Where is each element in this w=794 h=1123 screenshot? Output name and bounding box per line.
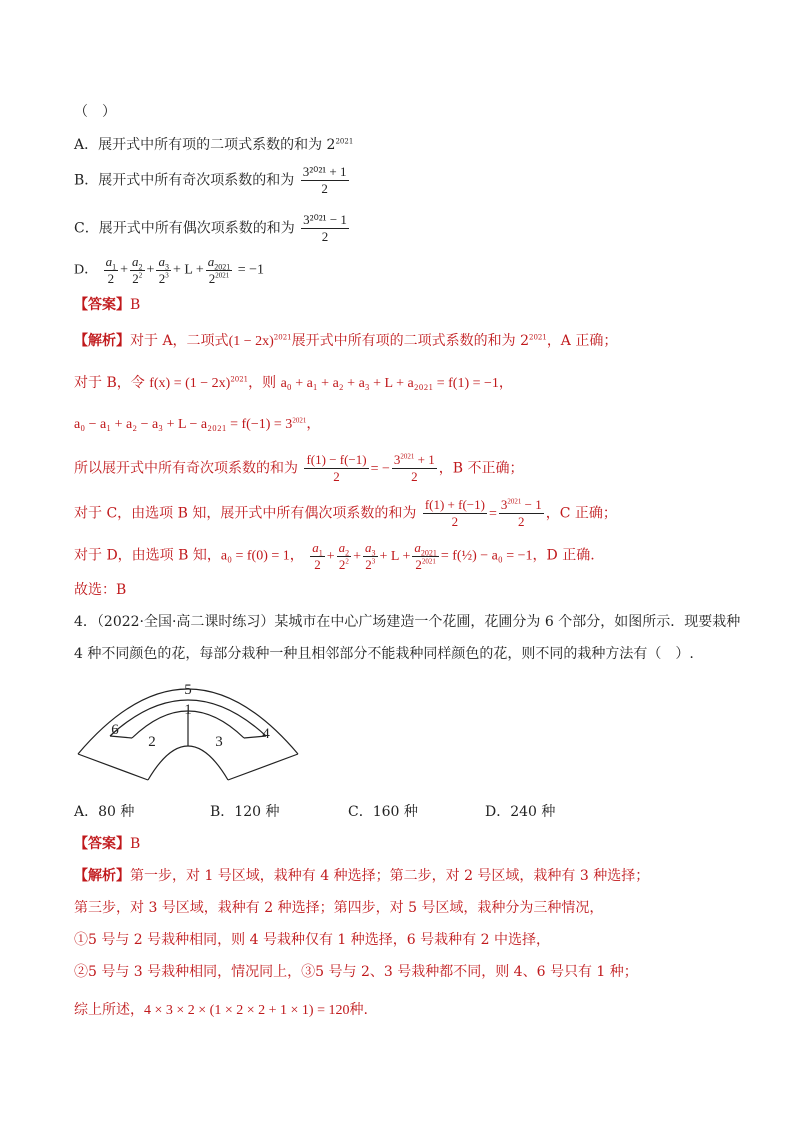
right-base [228, 754, 298, 780]
option-b: B．展开式中所有奇次项系数的和为 $\frac{\text{3²⁰²¹ + 1}}{2}$ [74, 164, 347, 196]
q3-analysis-c: 对于 C，由选项 B 知，展开式中所有偶次项系数的和为 $\frac{f(1) + f(-1)}{2}$ = $\frac{3^{2021} - 1}{2}$ ，C 正确； [74, 497, 617, 529]
q3-answer: 【答案】B [74, 297, 141, 313]
q4-analysis-2: 第三步，对 3 号区域，栽种有 2 种选择；第四步，对 5 号区域，栽种分为三种情况， [74, 900, 604, 916]
region-label-3: 3 [215, 734, 223, 750]
option-c: C．展开式中所有偶次项系数的和为 $\frac{\text{3²⁰²¹ − 1}}{2}$ [74, 212, 347, 244]
option-a: A．展开式中所有项的二项式系数的和为 $2^{2021}$ [74, 137, 354, 153]
q4-option-a: A．80 种 [74, 804, 135, 820]
q3-analysis-b1: 对于 B，令 $f(x) = (1 - 2x)^{2021}$，则 a₀ + a₁ + a₂ + a₃ + L + a₂₀₂₁ = f(1) = −1， [74, 375, 513, 391]
q4-analysis-4: ②5 号与 3 号栽种相同，情况同上，③5 号与 2、3 号栽种都不同，则 4、6 号只有 1 种； [74, 964, 638, 980]
q3-analysis-b3: 所以展开式中所有奇次项系数的和为 $\frac{f(1) - f(-1)}{2}$ = − $\frac{3^{2021} + 1}{2}$ ，B 不正确； [74, 452, 524, 484]
q3-analysis-a: 【解析】对于 A，二项式$(1 - 2x)^{2021}$展开式中所有项的二项式系数的和为 $2^{2021}$，A 正确； [74, 333, 618, 349]
inner-arc [148, 746, 228, 780]
q4-answer: 【答案】B [74, 836, 141, 852]
region-label-4: 4 [262, 726, 270, 742]
flower-bed-diagram [76, 676, 300, 782]
q4-option-d: D．240 种 [485, 804, 556, 820]
q4-analysis-5: 综上所述，4 × 3 × 2 × (1 × 2 × 2 + 1 × 1) = 120种. [74, 1002, 368, 1018]
left-base [78, 754, 148, 780]
q4-option-b: B．120 种 [210, 804, 280, 820]
q3-analysis-b2: $a_0 - a_1 + a_2 - a_3 + L - a_{2021} = f(-1) = 3^{2021}$， [74, 416, 321, 432]
q3-analysis-d: 对于 D，由选项 B 知，a₀ = f(0) = 1， $\frac{a_1}{2}$ + $\frac{a_2}{2^2}$ + $\frac{a_3}{2^3}$ + L + $\frac{a_{2021}}{2^{2021}}$ = f(½) − a₀ = −1，D 正确. [74, 540, 595, 572]
q4-stem-line1: 4．（2022·全国·高二课时练习）某城市在中心广场建造一个花圃，花圃分为 6 个部分，如图所示．现要栽种 [74, 614, 741, 630]
region-label-2: 2 [148, 734, 156, 750]
region-label-1: 1 [184, 702, 192, 718]
option-c-fraction: $\frac{\text{3²⁰²¹ − 1}}{2}$ [303, 212, 347, 244]
q4-analysis-3: ①5 号与 2 号栽种相同，则 4 号栽种仅有 1 种选择，6 号栽种有 2 中选择， [74, 932, 550, 948]
region-label-5: 5 [184, 682, 192, 698]
option-b-fraction: $\frac{\text{3²⁰²¹ + 1}}{2}$ [302, 164, 347, 196]
region-label-6: 6 [111, 722, 119, 738]
option-d: D． $\frac{a_1}{2}$ + $\frac{a_2}{2^2}$ + $\frac{a_3}{2^3}$ + L + $\frac{a_{2021}}{2^{2021}}$ = −1 [74, 254, 265, 286]
q4-option-c: C．160 种 [348, 804, 418, 820]
q4-stem-line2: 4 种不同颜色的花，每部分栽种一种且相邻部分不能栽种同样颜色的花，则不同的栽种方法有（ ）. [74, 646, 694, 662]
q3-conclusion: 故选：B [74, 582, 127, 598]
answer-paren: （ ） [74, 104, 116, 120]
q4-analysis-1: 【解析】第一步，对 1 号区域，栽种有 4 种选择；第二步，对 2 号区域，栽种有 3 种选择； [74, 868, 650, 884]
